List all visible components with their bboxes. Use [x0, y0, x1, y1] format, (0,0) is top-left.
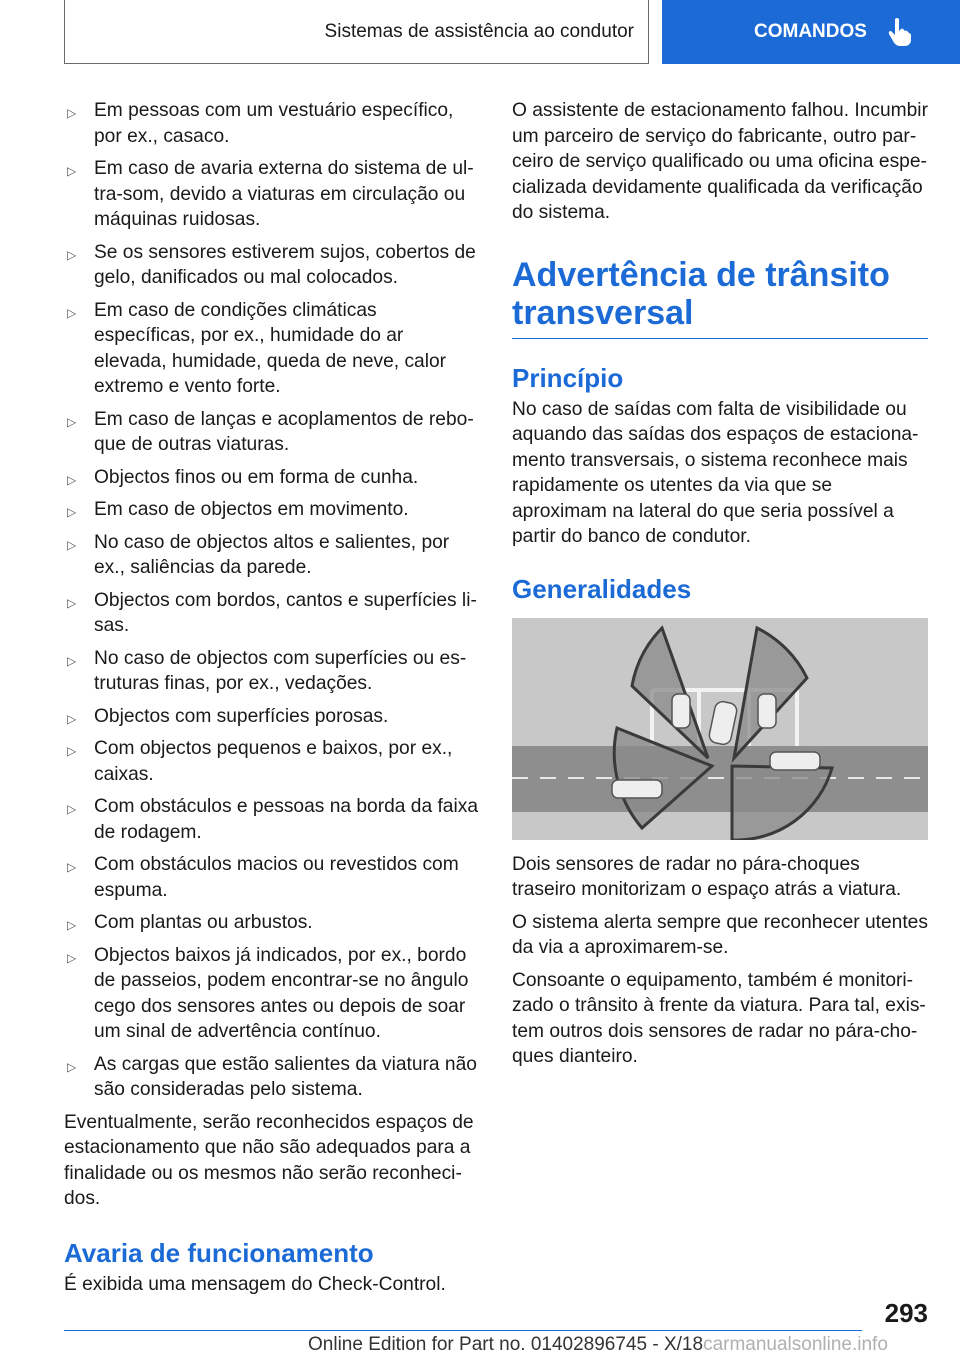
- triangle-bullet-icon: ▷: [67, 950, 77, 965]
- rear-sensors-text: Dois sensores de radar no pára-choques traseiro monitorizam o espaço atrás a viatura.: [512, 853, 902, 900]
- page-number: 293: [884, 1298, 928, 1328]
- limitations-list: [64, 98, 480, 1103]
- section-title: Advertência de trânsito transversal: [512, 256, 928, 339]
- list-item: ▷ Com objectos pequenos e baixos, por ex., caixas.: [67, 738, 453, 785]
- list-item: ▷ No caso de objectos altos e salientes, por ex., saliências da parede.: [67, 531, 450, 578]
- triangle-bullet-icon: ▷: [67, 537, 77, 552]
- alert-text: O sistema alerta sempre que reconhecer utentes da via a aproximarem-se.: [512, 911, 928, 958]
- triangle-bullet-icon: ▷: [67, 744, 77, 758]
- triangle-bullet-icon: ▷: [67, 164, 77, 178]
- triangle-bullet-icon: ▷: [67, 802, 77, 816]
- header-chapter-label: COMANDOS: [754, 21, 867, 42]
- header-chapter-tab[interactable]: [662, 0, 960, 64]
- triangle-bullet-icon: ▷: [67, 247, 77, 262]
- edition-label: Online Edition for Part no. 01402896745 - X/18: [308, 1334, 704, 1355]
- malfunction-text: É exibida uma mensagem do Check-Control.: [64, 1273, 446, 1295]
- triangle-bullet-icon: ▷: [67, 505, 77, 519]
- footer-divider: [64, 1330, 862, 1331]
- triangle-bullet-icon: ▷: [67, 1059, 77, 1074]
- list-item: ▷ Com plantas ou arbustos.: [64, 910, 480, 936]
- list-item: ▷ As cargas que estão salientes da viatura não são consideradas pelo sistema.: [67, 1053, 477, 1100]
- list-item: ▷ Objectos baixos já indicados, por ex., bordo de passeios, podem encontrar-se no ângulo cego dos sensores antes ou depois de soar um sinal de advertência contínuo.: [67, 944, 469, 1042]
- watermark: carmanualsonline.info: [703, 1334, 888, 1355]
- recognition-note: Eventualmente, serão reconhecidos espaços de estacionamento que não são adequados para a finalidade ou os mesmos não serão reconheci‐dos.: [64, 1111, 474, 1209]
- triangle-bullet-icon: ▷: [67, 918, 77, 932]
- list-item: ▷ Em pessoas com um vestuário específico, por ex., casaco.: [67, 100, 454, 147]
- principle-heading: Princípio: [512, 362, 624, 393]
- footer-edition: [308, 1334, 888, 1356]
- left-column: [64, 98, 480, 1304]
- triangle-bullet-icon: ▷: [67, 305, 77, 320]
- hand-pointer-icon: [887, 17, 913, 47]
- list-item: ▷ Objectos finos ou em forma de cunha.: [64, 465, 480, 491]
- list-item: ▷ Com obstáculos e pessoas na borda da faixa de rodagem.: [67, 796, 478, 843]
- list-item: ▷ Em caso de objectos em movimento.: [64, 497, 480, 523]
- service-note: O assistente de estacionamento falhou. Incumbir um parceiro de serviço do fabricante, outro par‐ceiro de serviço qualificado ou uma oficina espe‐cializada devidamente qualificada da verificação do sistema.: [512, 100, 928, 223]
- header-section-title: [64, 0, 649, 64]
- list-item: ▷ No caso de objectos com superfícies ou es‐truturas finas, por ex., vedações.: [67, 647, 467, 694]
- triangle-bullet-icon: ▷: [67, 472, 77, 487]
- principle-text: No caso de saídas com falta de visibilidade ou aquando das saídas dos espaços de estaciona‐mento transversais, o sistema reconhece mais rapidamente os utentes da via que se aproximam na lateral do que seria possível a partir do banco de condutor.: [512, 398, 919, 547]
- radar-coverage-diagram: [512, 618, 928, 840]
- list-item: ▷ Objectos com bordos, cantos e superfícies li‐sas.: [67, 589, 477, 636]
- general-heading: Generalidades: [512, 573, 692, 604]
- list-item: ▷ Em caso de lanças e acoplamentos de rebo‐que de outras viaturas.: [67, 408, 474, 455]
- triangle-bullet-icon: ▷: [67, 106, 77, 120]
- list-item: ▷ Em caso de avaria externa do sistema de ul‐tra-som, devido a viaturas em circulação ou máquinas ruidosas.: [67, 158, 474, 230]
- right-column: [512, 98, 928, 1077]
- list-item: ▷ Com obstáculos macios ou revestidos com espuma.: [67, 854, 459, 901]
- triangle-bullet-icon: ▷: [67, 711, 77, 726]
- list-item: ▷ Objectos com superfícies porosas.: [64, 704, 480, 730]
- malfunction-heading: Avaria de funcionamento: [64, 1237, 374, 1268]
- header-section-label: Sistemas de assistência ao condutor: [324, 20, 634, 42]
- cross-traffic-illustration: [512, 618, 928, 840]
- front-sensors-text: Consoante o equipamento, também é monitori‐zado o trânsito à frente da viatura. Para tal, exis‐tem outros dois sensores de radar no pára-cho‐ques dianteiro.: [512, 969, 926, 1067]
- triangle-bullet-icon: ▷: [67, 860, 77, 874]
- list-item: ▷ Se os sensores estiverem sujos, cobertos de gelo, danificados ou mal colocados.: [67, 241, 476, 288]
- list-item: ▷ Em caso de condições climáticas específicas, por ex., humidade do ar elevada, humidade, queda de neve, calor extremo e vento forte.: [67, 299, 447, 397]
- triangle-bullet-icon: ▷: [67, 414, 77, 429]
- triangle-bullet-icon: ▷: [67, 595, 77, 610]
- triangle-bullet-icon: ▷: [67, 653, 77, 668]
